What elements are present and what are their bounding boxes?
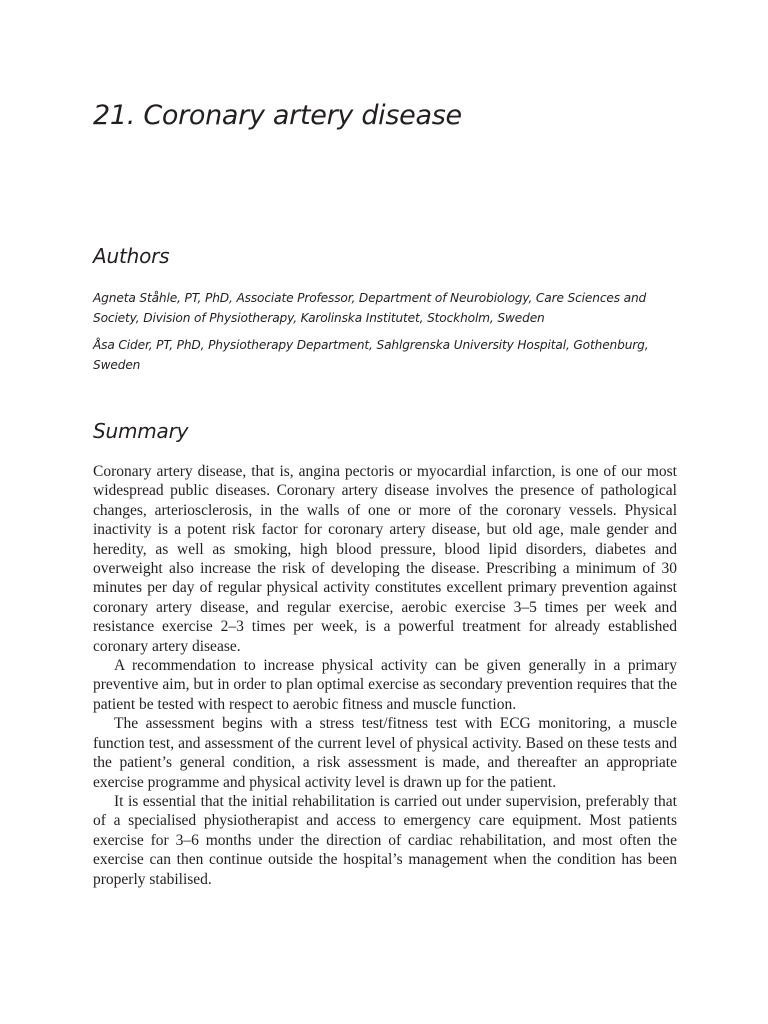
summary-body [93,462,677,889]
summary-paragraph-1: Coronary artery disease, that is, angina pectoris or myocardial infarction, is one of our most widespread public diseases. Coronary artery disease involves the presence of pathological changes, arteriosclerosis, in the walls of one or more of the coronary vessels. Physical inactivity is a potent risk factor for coronary artery disease, but old age, male gender and heredity, as well as smoking, high blood pressure, blood lipid disorders, diabetes and overweight also increase the risk of developing the disease. Prescribing a minimum of 30 minutes per day of regular physical activity constitutes excellent primary prevention against coronary artery disease, and regular exercise, aerobic exercise 3–5 times per week and resistance exercise 2–3 times per week, is a powerful treatment for already established coronary artery disease. [93,463,677,655]
author-cider: Åsa Cider, PT, PhD, Physiotherapy Department, Sahlgrenska University Hospital, Gothenburg, Sweden [93,338,649,372]
authors-heading: Authors [93,244,170,268]
author-staahle: Agneta Ståhle, PT, PhD, Associate Professor, Department of Neurobiology, Care Sciences and Society, Division of Physiotherapy, Karolinska Institutet, Stockholm, Sweden [93,291,647,325]
summary-paragraph-2: A recommendation to increase physical activity can be given generally in a primary preventive aim, but in order to plan optimal exercise as secondary prevention requires that the patient be tested with respect to aerobic fitness and muscle function. [93,657,677,713]
chapter-title: 21. Coronary artery disease [93,100,462,131]
authors-list [93,288,678,382]
summary-paragraph-4: It is essential that the initial rehabilitation is carried out under supervision, preferably that of a specialised physiotherapist and access to emergency care equipment. Most patients exercise for 3–6 months under the direction of cardiac rehabilitation, and most often the exercise can then continue outside the hospital’s management when the condition has been properly stabilised. [93,792,677,888]
summary-heading: Summary [93,419,189,443]
summary-paragraph-3: The assessment begins with a stress test/fitness test with ECG monitoring, a muscle function test, and assessment of the current level of physical activity. Based on these tests and the patient’s general condition, a risk assessment is made, and thereafter an appropriate exercise programme and physical activity level is drawn up for the patient. [93,715,677,791]
